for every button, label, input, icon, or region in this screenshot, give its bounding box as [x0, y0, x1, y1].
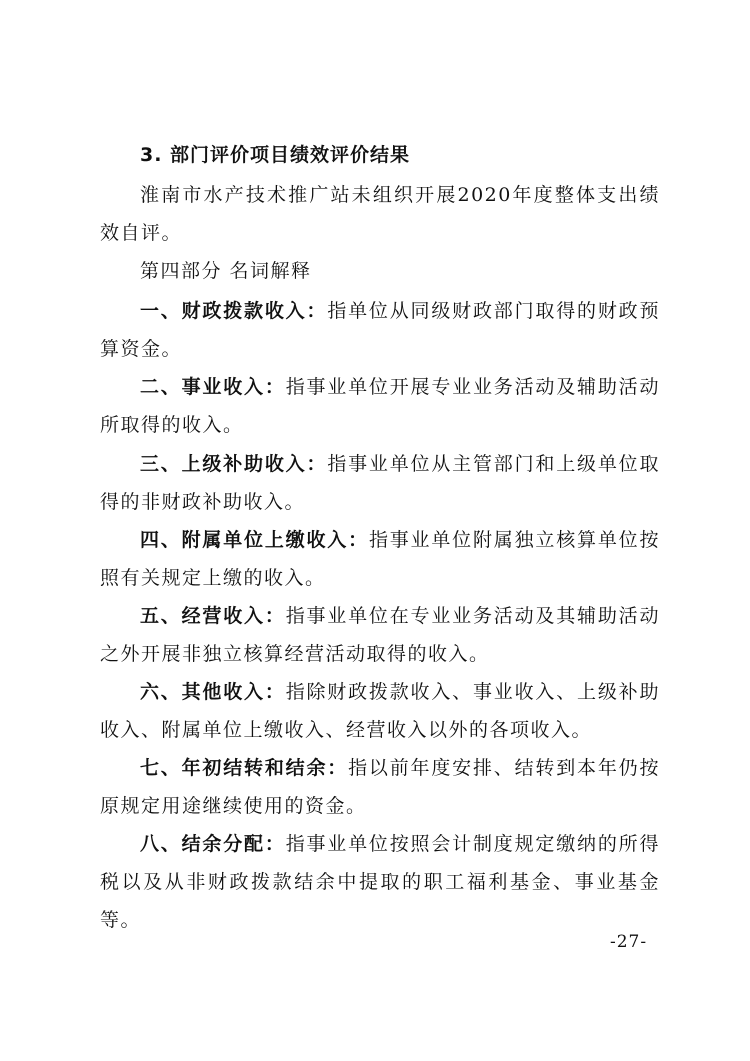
definition-text: 指事业单位在专业业务活动及其辅助活动之外开展非独立核算经营活动取得的收入。 [100, 605, 660, 665]
definition-term: 六、其他收入： [140, 681, 286, 703]
definition-8 [100, 825, 660, 939]
definition-4 [100, 521, 660, 597]
definition-1 [100, 292, 660, 368]
definition-term: 二、事业收入： [140, 376, 286, 398]
section-heading: 3. 部门评价项目绩效评价结果 [140, 144, 411, 166]
part-heading: 第四部分 名词解释 [140, 260, 312, 282]
definition-6 [100, 673, 660, 749]
page-number: -27- [610, 932, 648, 952]
definition-term: 四、附属单位上缴收入： [140, 529, 369, 551]
definition-term: 八、结余分配： [140, 833, 286, 855]
definition-3 [100, 445, 660, 521]
definition-term: 七、年初结转和结余： [140, 757, 349, 779]
definition-text: 指单位从同级财政部门取得的财政预算资金。 [100, 300, 660, 360]
evaluation-paragraph: 淮南市水产技术推广站未组织开展2020年度整体支出绩效自评。 [100, 184, 660, 244]
definition-7 [100, 749, 660, 825]
definition-text: 指除财政拨款收入、事业收入、上级补助收入、附属单位上缴收入、经营收入以外的各项收入。 [100, 681, 660, 741]
definition-text: 指以前年度安排、结转到本年仍按原规定用途继续使用的资金。 [100, 757, 660, 817]
definition-2 [100, 368, 660, 444]
definition-5 [100, 597, 660, 673]
definition-text: 指事业单位开展专业业务活动及辅助活动所取得的收入。 [100, 376, 660, 436]
definition-text: 指事业单位附属独立核算单位按照有关规定上缴的收入。 [100, 529, 660, 589]
definition-term: 一、财政拨款收入： [140, 300, 328, 322]
definition-term: 三、上级补助收入： [140, 453, 328, 475]
definition-text: 指事业单位按照会计制度规定缴纳的所得税以及从非财政拨款结余中提取的职工福利基金、事业基金等。 [100, 833, 660, 931]
definition-term: 五、经营收入： [140, 605, 286, 627]
definition-text: 指事业单位从主管部门和上级单位取得的非财政补助收入。 [100, 453, 660, 513]
